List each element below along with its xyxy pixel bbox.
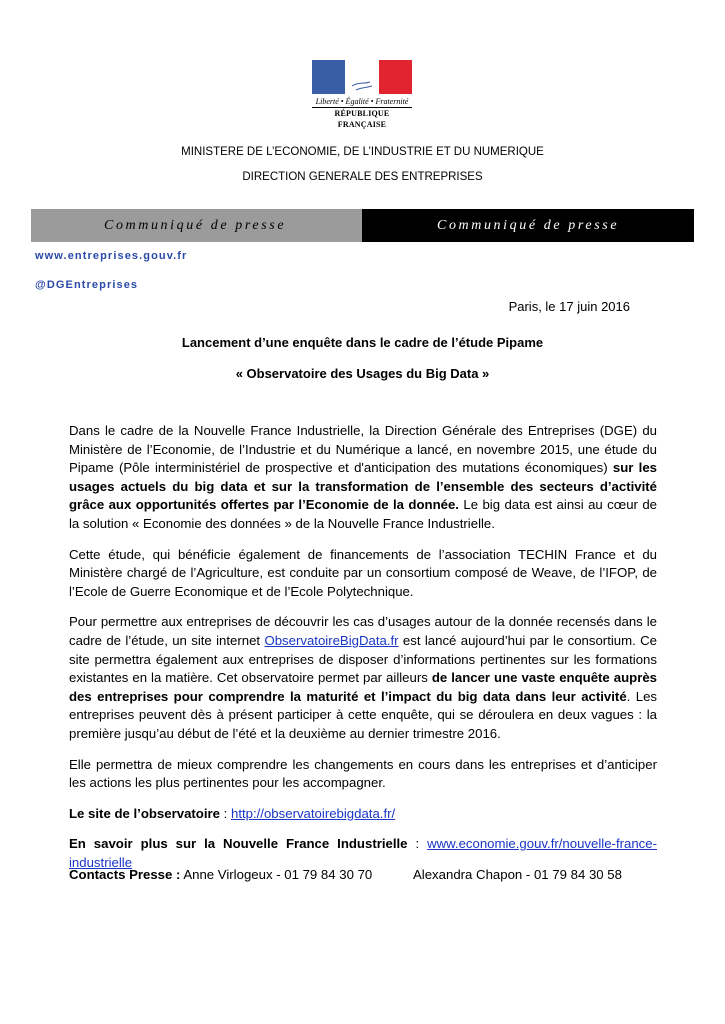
nfi-separator: :: [407, 836, 428, 852]
paragraph-5: [69, 805, 657, 824]
paragraph-3-text-a: Pour permettre aux entreprises de découvrir les cas d’usages autour de la donnée recensés dans le cadre de l’étude, un site internet: [69, 614, 657, 648]
contact-anne-virlogeux: Anne Virlogeux - 01 79 84 30 70: [180, 867, 373, 882]
paragraph-1-text-a: Dans le cadre de la Nouvelle France Industrielle, la Direction Générale des Entreprises (DGE) du Ministère de l’Economie, de l’Industrie et du Numérique a lancé, en novembre 2015, une étude du Pipame (Pôle interministériel de prospective et d'anticipation des mutations économiques): [69, 423, 657, 476]
paragraph-4: Elle permettra de mieux comprendre les changements en cours dans les entreprises et d’anticiper les actions les plus pertinentes pour les accompagner.: [69, 756, 657, 791]
marianne-flag-icon: [312, 60, 412, 94]
paragraph-1: [69, 422, 657, 534]
press-release-label-right: Communiqué de presse: [437, 218, 620, 233]
paragraph-1-bold: sur les usages actuels du big data et sur la transformation de l’ensemble des secteurs d’activité grâce aux opportunités offertes par l’Economie de la donnée.: [69, 460, 657, 513]
nfi-url-link[interactable]: www.economie.gouv.fr/nouvelle-france-industrielle: [69, 836, 657, 870]
direction-name: DIRECTION GENERALE DES ENTREPRISES: [242, 171, 483, 183]
logo-motto: Liberté • Égalité • Fraternité: [315, 97, 409, 106]
contact-alexandra-chapon: Alexandra Chapon - 01 79 84 30 58: [413, 867, 622, 882]
paragraph-1-text-b: Le big data est ainsi au cœur de la solution « Economie des données » de la Nouvelle France Industrielle.: [69, 497, 658, 531]
contacts-label: Contacts Presse :: [69, 867, 181, 882]
release-date: Paris, le 17 juin 2016: [508, 299, 630, 314]
website-link[interactable]: www.entreprises.gouv.fr: [35, 250, 188, 262]
paragraph-3: [69, 613, 657, 743]
logo-republic: RÉPUBLIQUE FRANÇAISE: [312, 107, 412, 130]
observatoire-site-separator: :: [219, 805, 231, 821]
press-release-band-left: [31, 209, 362, 242]
press-release-label-left: Communiqué de presse: [104, 218, 287, 233]
observatoire-link[interactable]: ObservatoireBigData.fr: [264, 632, 399, 648]
observatoire-site-label: Le site de l’observatoire: [69, 805, 220, 821]
press-contacts: [69, 867, 669, 882]
paragraph-3-bold: de lancer une vaste enquête auprès des entreprises pour comprendre la maturité et l’impact du big data dans leur activité: [69, 670, 657, 704]
republique-francaise-logo: [312, 60, 412, 129]
twitter-link[interactable]: @DGEntreprises: [35, 279, 139, 291]
title-line-2: « Observatoire des Usages du Big Data »: [235, 366, 490, 381]
body-text: [69, 422, 657, 884]
nfi-label: En savoir plus sur la Nouvelle France Industrielle: [69, 836, 408, 852]
title-line-1: Lancement d’une enquête dans le cadre de l’étude Pipame: [181, 335, 544, 350]
paragraph-3-text-c: . Les entreprises peuvent dès à présent participer à cette enquête, qui se déroulera en deux vagues : la première jusqu’au début de l’été et la deuxième au dernier trimestre 2016.: [69, 688, 657, 741]
press-release-band-right: [362, 209, 694, 242]
paragraph-2: Cette étude, qui bénéficie également de financements de l’association TECHIN France et du Ministère chargé de l’Agriculture, est conduite par un consortium composé de Weave, de l’IFOP, de l’Ecole de Guerre Economique et de l’Ecole Polytechnique.: [69, 546, 657, 599]
paragraph-3-text-b: est lancé aujourd’hui par le consortium. Ce site permettra également aux entreprises de disposer d’informations pertinentes sur les formations existantes en la matière. Cet observatoire permet par ailleurs: [69, 632, 657, 686]
observatoire-url-link[interactable]: http://observatoirebigdata.fr/: [230, 805, 396, 821]
ministry-name: MINISTERE DE L’ECONOMIE, DE L’INDUSTRIE ET DU NUMERIQUE: [181, 146, 544, 158]
